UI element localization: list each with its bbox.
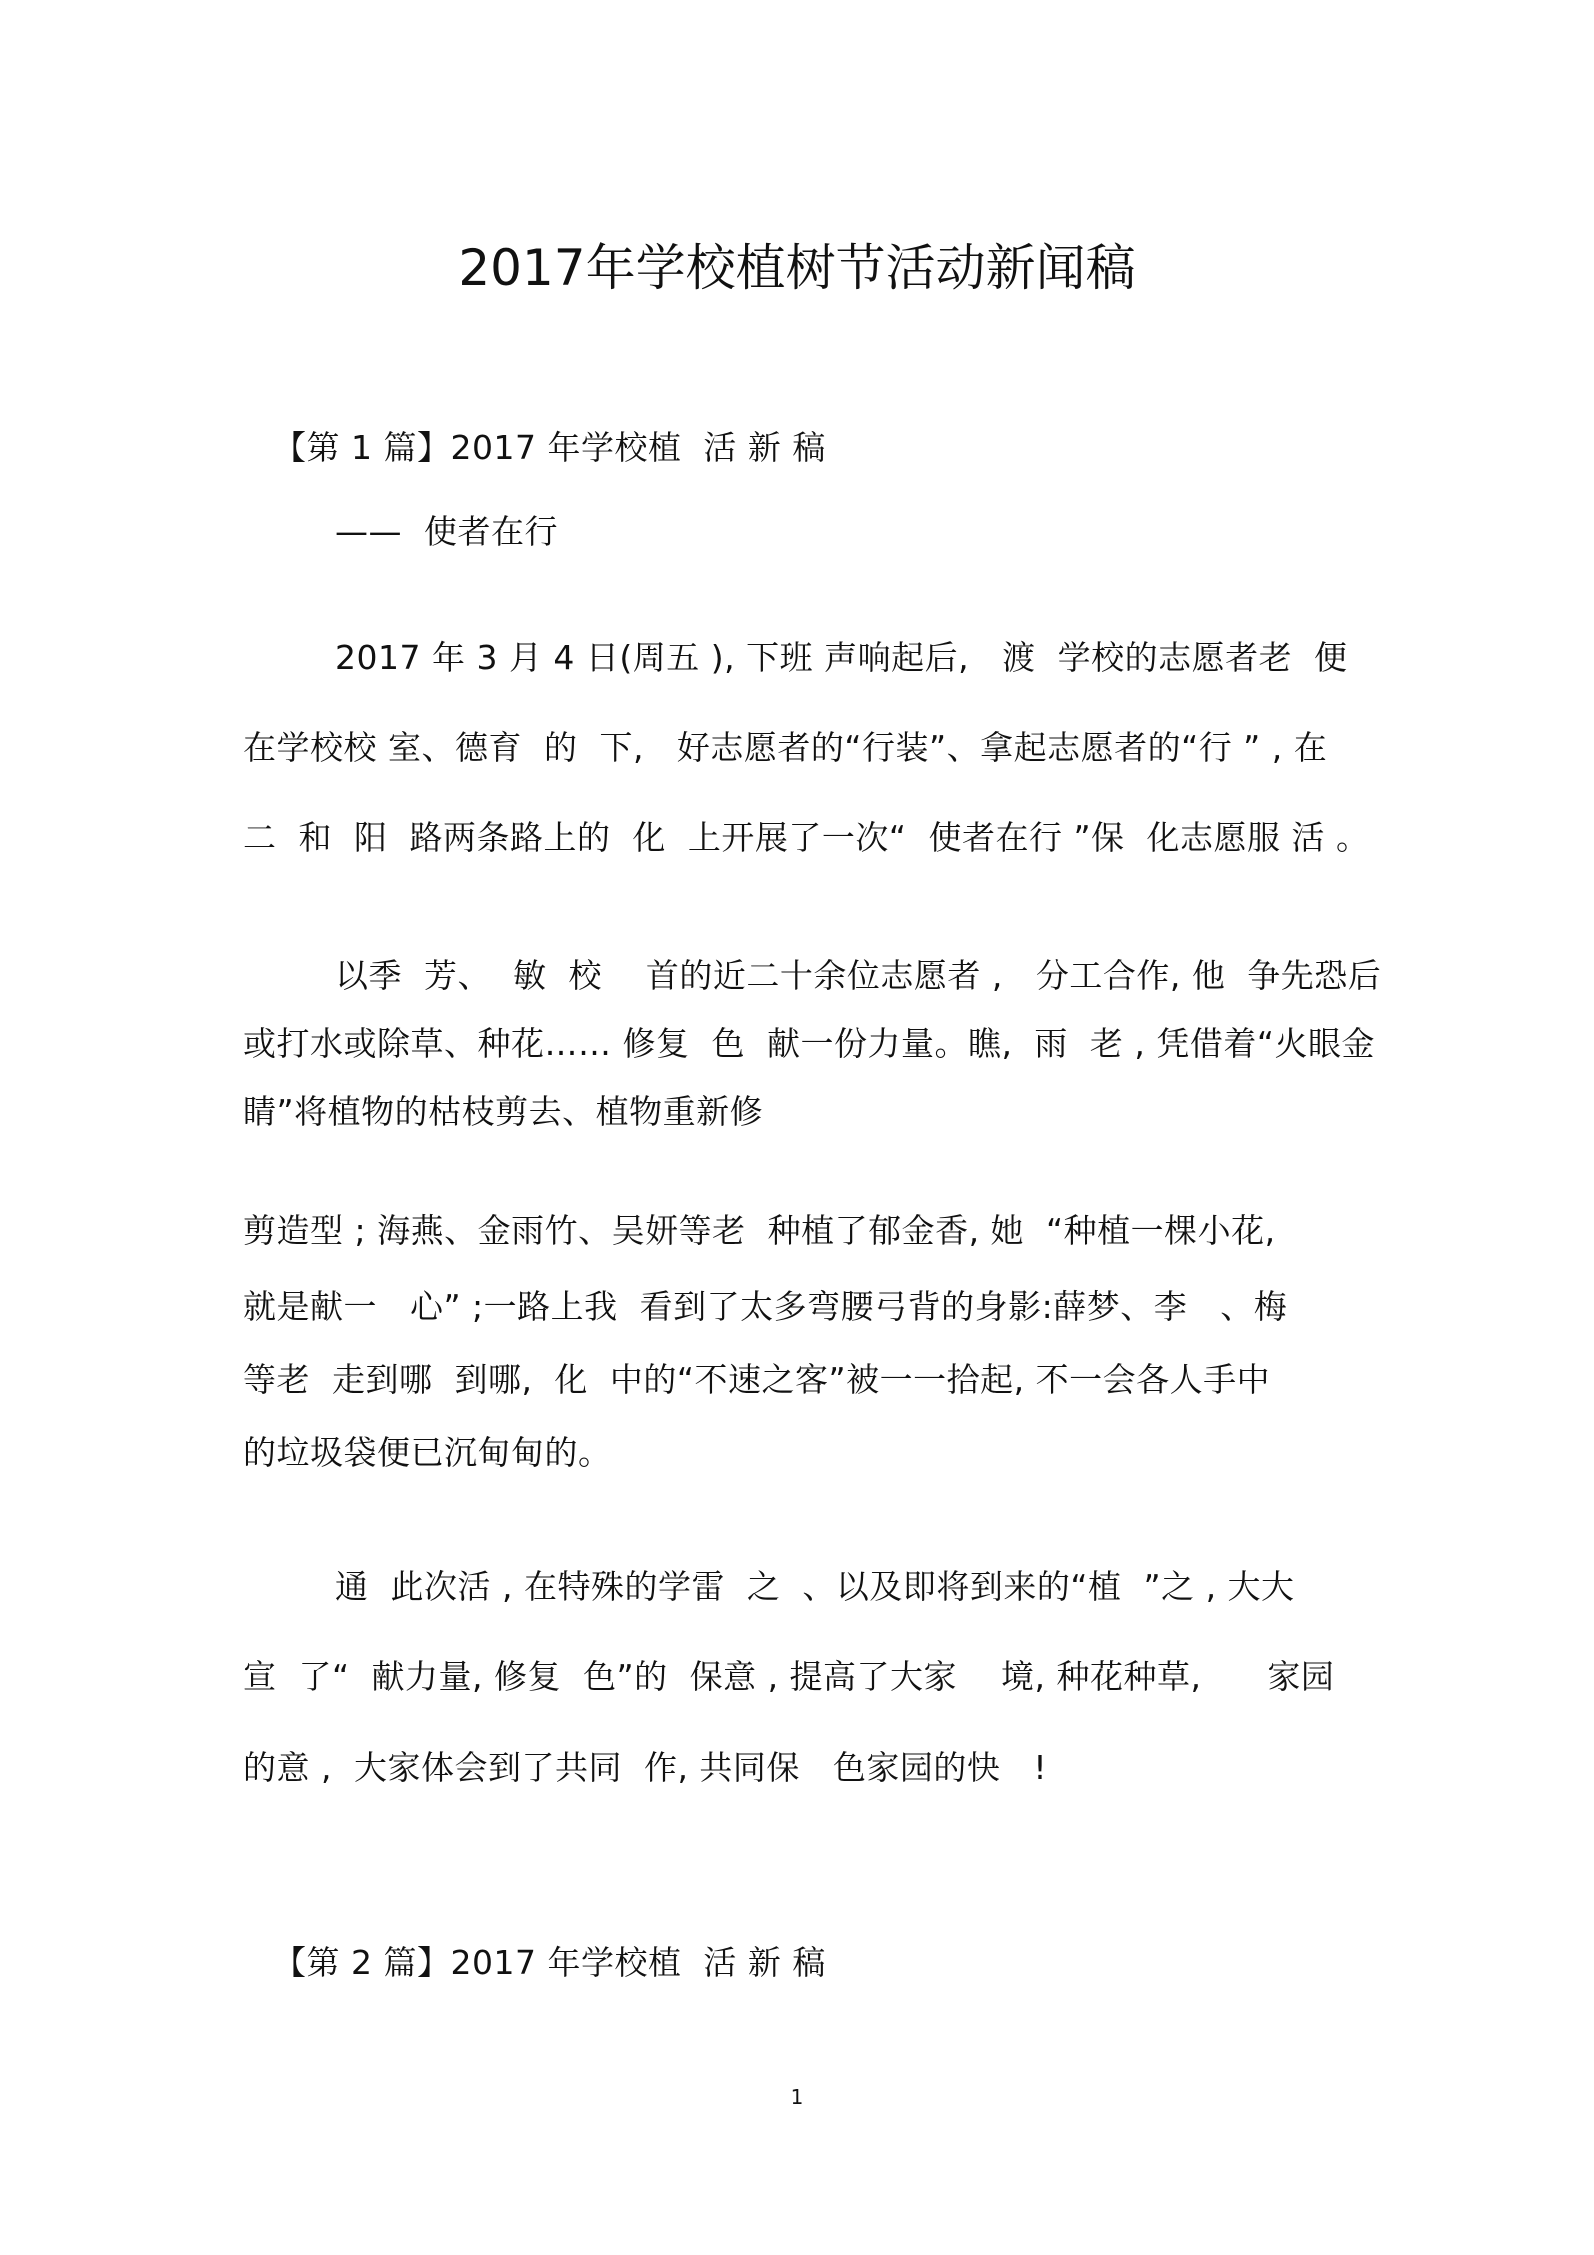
paragraph-line: 就是献一 心” ;一路上我 看到了太多弯腰弓背的身影:薛梦、李 、梅 bbox=[243, 1287, 1288, 1326]
paragraph-line: 以季 芳、 敏 校 首的近二十余位志愿者 , 分工合作, 他 争先恐后 bbox=[335, 956, 1382, 995]
paragraph-line: 的意 , 大家体会到了共同 作, 共同保 色家园的快 ! bbox=[243, 1748, 1048, 1787]
paragraph-line: 2017 年 3 月 4 日(周五 ), 下班 声响起后, 渡 学校的志愿者老 便 bbox=[335, 638, 1348, 677]
paragraph-line: 或打水或除草、种花…… 修复 色 献一份力量。瞧, 雨 老 , 凭借着“火眼金 bbox=[243, 1024, 1375, 1063]
section-1-heading: 【第 1 篇】2017 年学校植 活 新 稿 bbox=[273, 428, 826, 467]
section-2-heading: 【第 2 篇】2017 年学校植 活 新 稿 bbox=[273, 1943, 826, 1982]
paragraph-line: 睛”将植物的枯枝剪去、植物重新修 bbox=[243, 1092, 764, 1131]
paragraph-line: 等老 走到哪 到哪, 化 中的“不速之客”被一一拾起, 不一会各人手中 bbox=[243, 1360, 1271, 1399]
paragraph-line: 剪造型 ; 海燕、金雨竹、吴妍等老 种植了郁金香, 她 “种植一棵小花, bbox=[243, 1211, 1276, 1250]
paragraph-line: 二 和 阳 路两条路上的 化 上开展了一次“ 使者在行 ”保 化志愿服 活 。 bbox=[243, 818, 1370, 857]
paragraph-line: 的垃圾袋便已沉甸甸的。 bbox=[243, 1433, 612, 1472]
page-number: 1 bbox=[790, 2085, 804, 2109]
document-title: 2017年学校植树节活动新闻稿 bbox=[458, 239, 1136, 297]
paragraph-line: 在学校校 室、德育 的 下, 好志愿者的“行装”、拿起志愿者的“行 ” , 在 bbox=[243, 728, 1328, 767]
paragraph-line: 通 此次活 , 在特殊的学雷 之 、以及即将到来的“植 ”之 , 大大 bbox=[335, 1567, 1295, 1606]
paragraph-line: 宣 了“ 献力量, 修复 色”的 保意 , 提高了大家 境, 种花种草, 家园 bbox=[243, 1657, 1335, 1696]
section-1-subheading: —— 使者在行 bbox=[335, 512, 558, 551]
